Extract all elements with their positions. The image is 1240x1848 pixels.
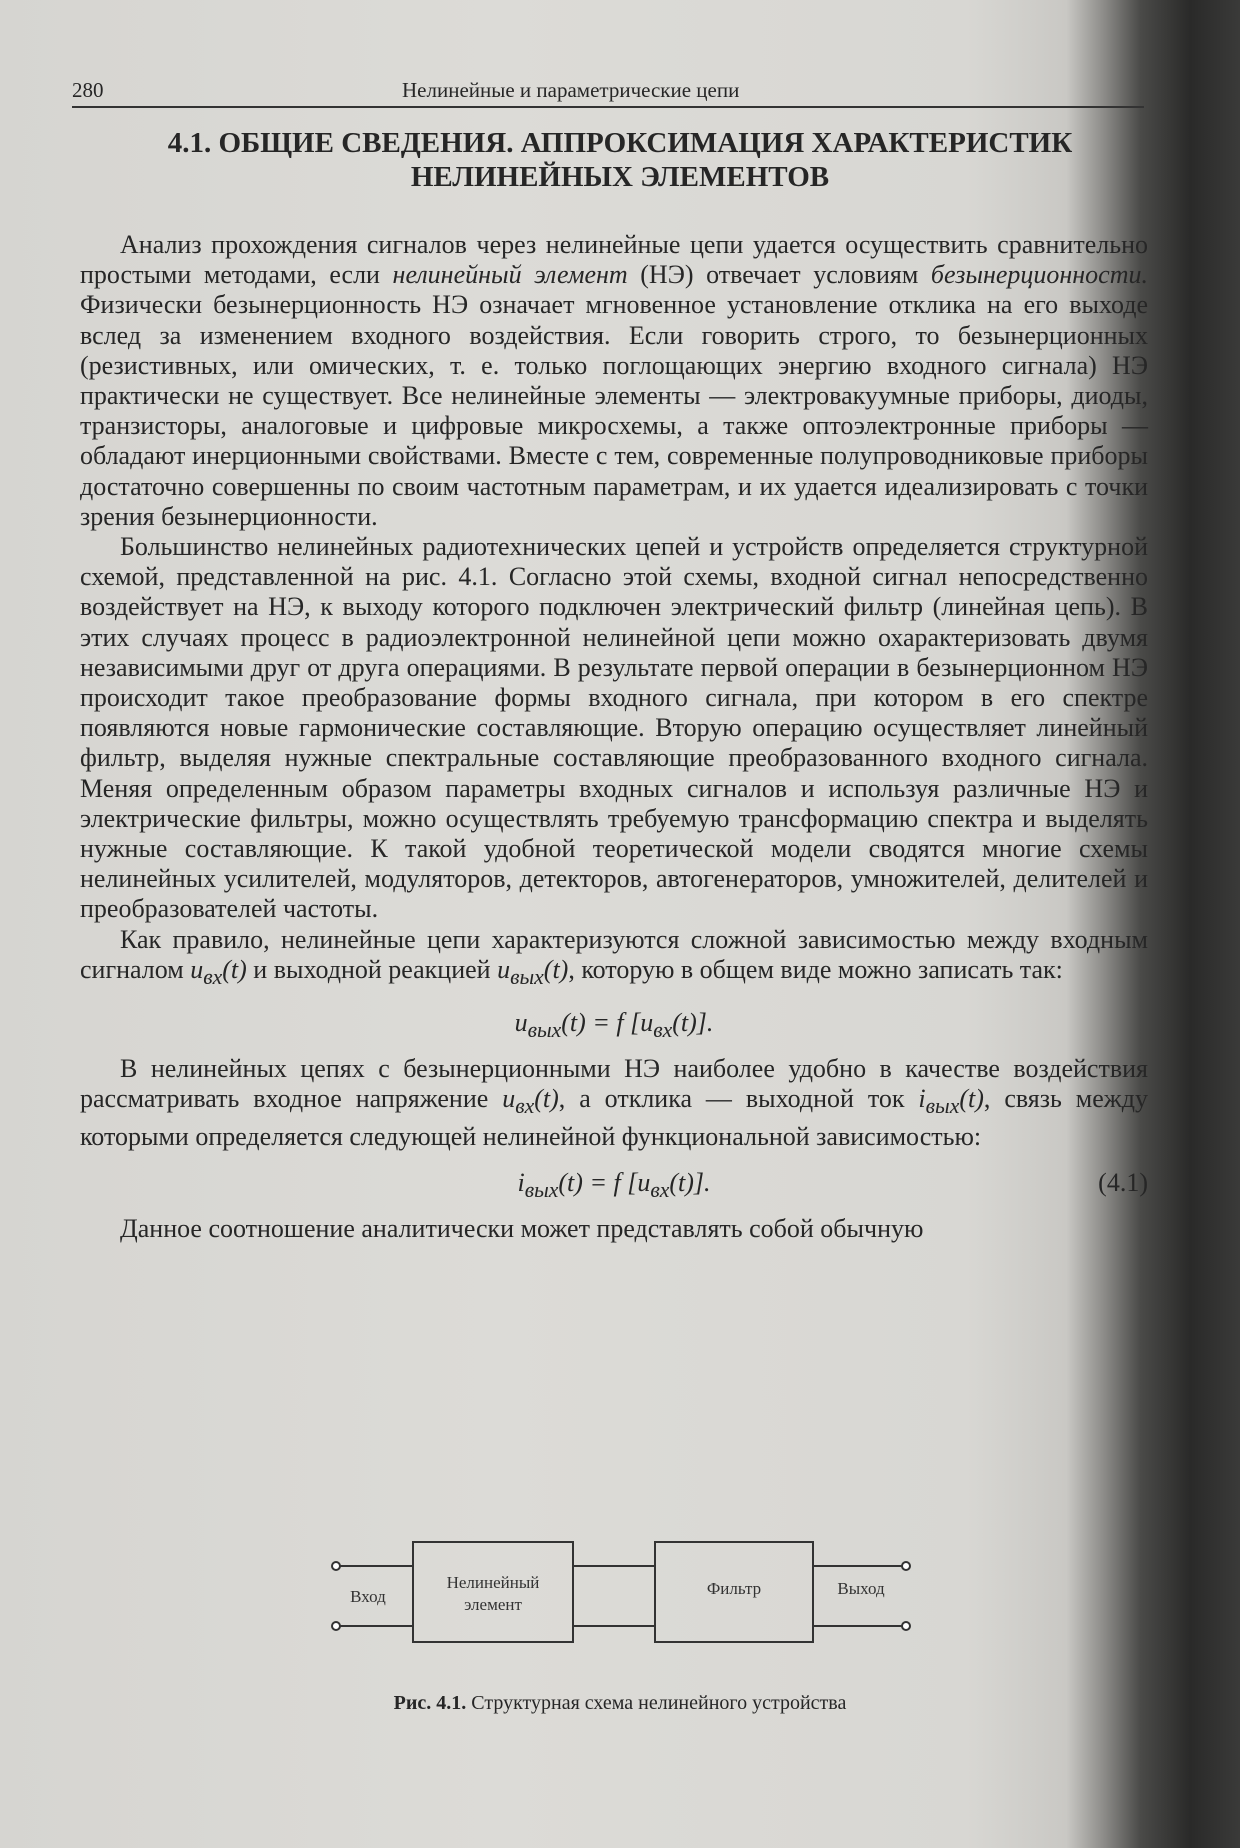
text-run: Физически безынерционность НЭ означает мгновенное установление отклика на его выходе вслед за изменением входного воздействия. Если говорить строго, то безынерционных (резистивных, или омических, т. е. только поглощающих энергию входного сигнала) НЭ практически не существует. Все нелинейные элементы — электровакуумные приборы, диоды, транзисторы, аналоговые и цифровые микросхемы, а также оптоэлектронные приборы — обладают инерционными свойствами. Вместе с тем, современные полупроводниковые приборы достаточно совершенны по своим частотным параметрам, и их удается идеализировать с точки зрения безынерционности. [80, 290, 1148, 531]
block-diagram [300, 1520, 940, 1660]
paragraph-3 [80, 925, 1148, 993]
equation-number: (4.1) [1098, 1168, 1148, 1198]
caption-label: Рис. 4.1. [393, 1692, 467, 1714]
paragraph-2: Большинство нелинейных радиотехнических цепей и устройств определяется структурной схемой, представленной на рис. 4.1. Согласно этой схемы, входной сигнал непосредственно воздействует на НЭ, к выходу которого подключен электрический фильтр (линейная цепь). В этих случаях процесс в радиоэлектронной нелинейной цепи можно охарактеризовать двумя независимыми друг от друга операциями. В результате первой операции в безынерционном НЭ происходит такое преобразование формы входного сигнала, при котором в его спектре появляются новые гармонические составляющие. Вторую операцию осуществляет линейный фильтр, выделяя нужные спектральные составляющие преобразованного входного сигнала. Меняя определенным образом параметры входных сигналов и используя различные НЭ и электрические фильтры, можно осуществлять требуемую трансформацию спектра и выделять нужные составляющие. К такой удобной теоретической модели сводятся многие схемы нелинейных усилителей, модуляторов, детекторов, автогенераторов, умножителей, делителей и преобразователей частоты. [80, 532, 1148, 924]
input-terminal-bottom [332, 1622, 340, 1630]
text-run: Анализ прохождения сигналов через нелинейные цепи удается осуществить сравнительно простыми методами, если [80, 230, 1148, 290]
figure-caption [300, 1692, 940, 1715]
section-title-line-2: НЕЛИНЕЙНЫХ ЭЛЕМЕНТОВ [410, 161, 830, 193]
page-header [72, 78, 1144, 108]
text-run: , которую в общем виде можно записать так: [568, 954, 1063, 984]
term-nonlinear-element: нелинейный элемент [392, 260, 628, 290]
text-run: В нелинейных цепях с безынерционными НЭ наиболее удобно в качестве воздействия рассматривать входное напряжение [80, 1054, 1148, 1114]
body-text [80, 230, 1148, 1244]
output-terminal-bottom [902, 1622, 910, 1630]
term-inertialessness: безынерционности. [930, 260, 1148, 290]
input-label: Вход [350, 1587, 386, 1606]
running-title: Нелинейные и параметрические цепи [402, 78, 740, 102]
text-run: и выходной реакцией [246, 954, 498, 984]
caption-text: Структурная схема нелинейного устройства [466, 1692, 847, 1714]
paragraph-5: Данное соотношение аналитически может представлять собой обычную [120, 1214, 924, 1244]
symbol-u-in: $u_{вх}(t)$ [190, 954, 247, 990]
nonlinear-element-label: Нелинейный элемент [446, 1573, 540, 1614]
text-run: Как правило, нелинейные цепи характеризуются сложной зависимостью между входным сигналом [80, 924, 1148, 984]
formula-2: $i_{вых}(t) = f$ $[u_{вх}(t)]$. (4.1) [80, 1152, 1148, 1214]
paragraph-4 [80, 1054, 1148, 1152]
page-number: 280 [72, 78, 104, 102]
output-label: Выход [837, 1579, 885, 1598]
output-terminal-top [902, 1562, 910, 1570]
section-title-line-1: 4.1. ОБЩИЕ СВЕДЕНИЯ. АППРОКСИМАЦИЯ ХАРАКТЕРИСТИК [167, 127, 1073, 159]
symbol-i-out: $i_{вых}(t)$ [918, 1084, 984, 1119]
formula-1: $u_{вых}(t) = f$ $[u_{вх}(t)]$. [514, 1008, 714, 1043]
section-title [120, 126, 1120, 194]
paragraph-1 [80, 230, 1148, 532]
text-run: , а отклика — выходной ток [558, 1084, 919, 1114]
filter-label: Фильтр [706, 1579, 762, 1598]
symbol-u-in: $u_{вх}(t)$ [502, 1084, 559, 1119]
text-run: , связь между которыми определяется следующей нелинейной функциональной зависимостью: [80, 1084, 1148, 1151]
symbol-u-out: $u_{вых}(t)$ [497, 954, 569, 990]
input-terminal-top [332, 1562, 340, 1570]
text-run: (НЭ) отвечает условиям [627, 260, 931, 290]
